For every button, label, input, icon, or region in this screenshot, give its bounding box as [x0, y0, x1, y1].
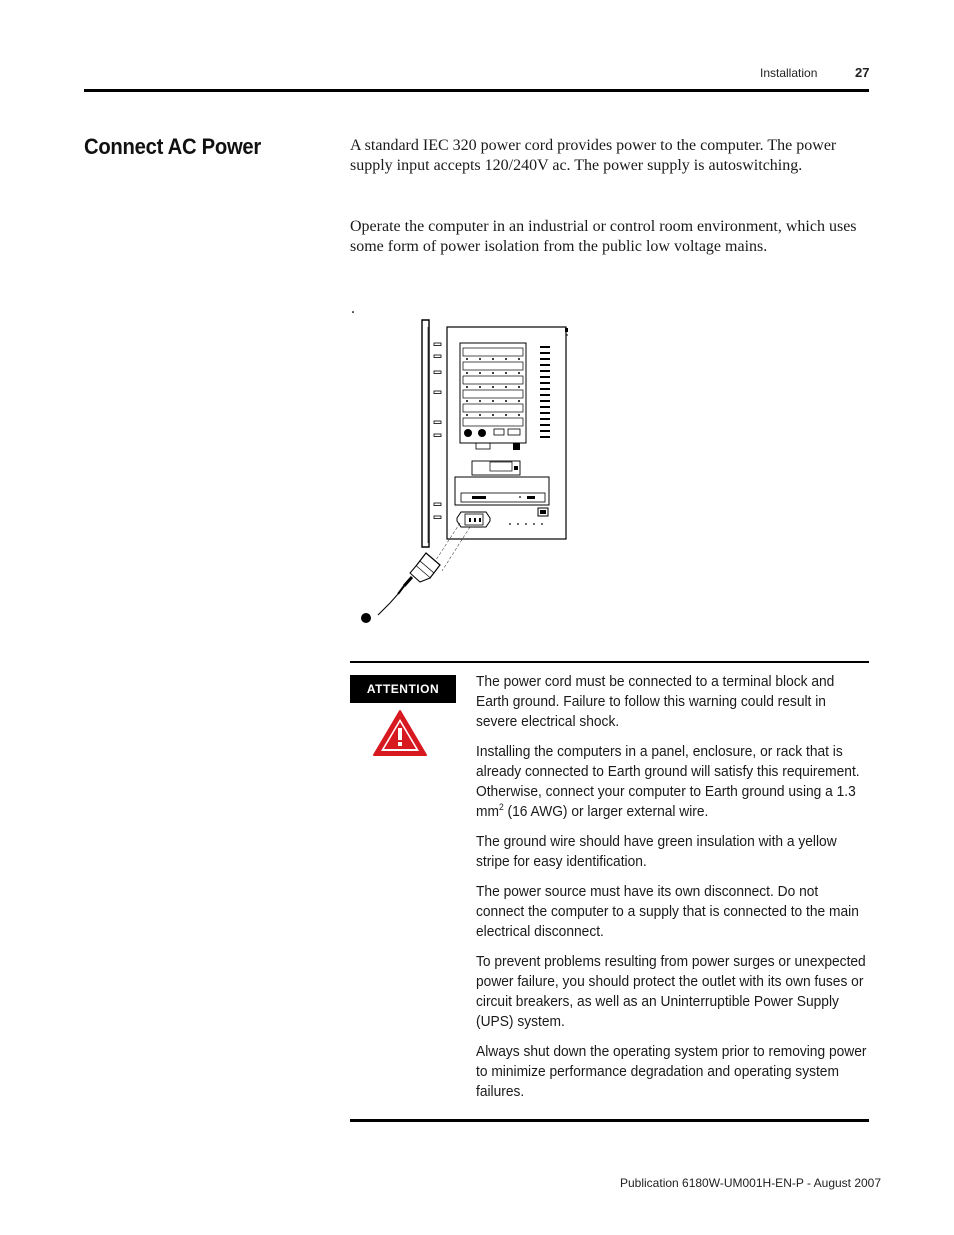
publication-footer: Publication 6180W-UM001H-EN-P - August 2007 [620, 1176, 882, 1190]
ac-power-connection-illustration [350, 315, 580, 627]
attention-para-4: The power source must have its own disconnect. Do not connect the computer to a supply that is connected to the main electrical disconnect. [476, 884, 859, 940]
superscript-2: 2 [498, 802, 504, 813]
page-number: 27 [855, 65, 870, 80]
attention-bottom-rule [350, 1119, 869, 1122]
attention-para-2 [476, 742, 870, 822]
attention-body [476, 672, 871, 1112]
intro-paragraph: A standard IEC 320 power cord provides power to the computer. The power supply input accepts 120/240V ac. The power supply is autoswitching. [350, 137, 837, 174]
warning-triangle-icon [372, 708, 428, 758]
bezel-slots [434, 343, 441, 519]
attention-para-6: Always shut down the operating system prior to removing power to minimize performance degradation and operating system failures. [476, 1044, 867, 1100]
attention-top-rule [350, 661, 869, 663]
attention-label: ATTENTION [350, 675, 456, 703]
attention-para-2-text: Installing the computers in a panel, enclosure, or rack that is already connected to Earth ground will satisfy this requirement. Otherwise, connect your computer to Earth ground using a 1.3 mm [476, 744, 860, 820]
power-cord-plug [361, 553, 440, 623]
header-rule [84, 89, 869, 92]
section-title: Connect AC Power [84, 134, 262, 159]
attention-para-1: The power cord must be connected to a terminal block and Earth ground. Failure to follow this warning could result in severe electrical shock. [476, 674, 835, 730]
running-header-section: Installation [760, 66, 818, 80]
figure-mark: . [351, 300, 355, 317]
attention-para-2-tail: (16 AWG) or larger external wire. [503, 804, 709, 820]
attention-para-5: To prevent problems resulting from power surges or unexpected power failure, you should protect the outlet with its own fuses or circuit breakers, as well as an Uninterruptible Power Supply (UPS) system. [476, 954, 866, 1030]
attention-para-3: The ground wire should have green insulation with a yellow stripe for easy identification. [476, 834, 837, 870]
environment-paragraph: Operate the computer in an industrial or control room environment, which uses some form of power isolation from the public low voltage mains. [350, 218, 857, 255]
